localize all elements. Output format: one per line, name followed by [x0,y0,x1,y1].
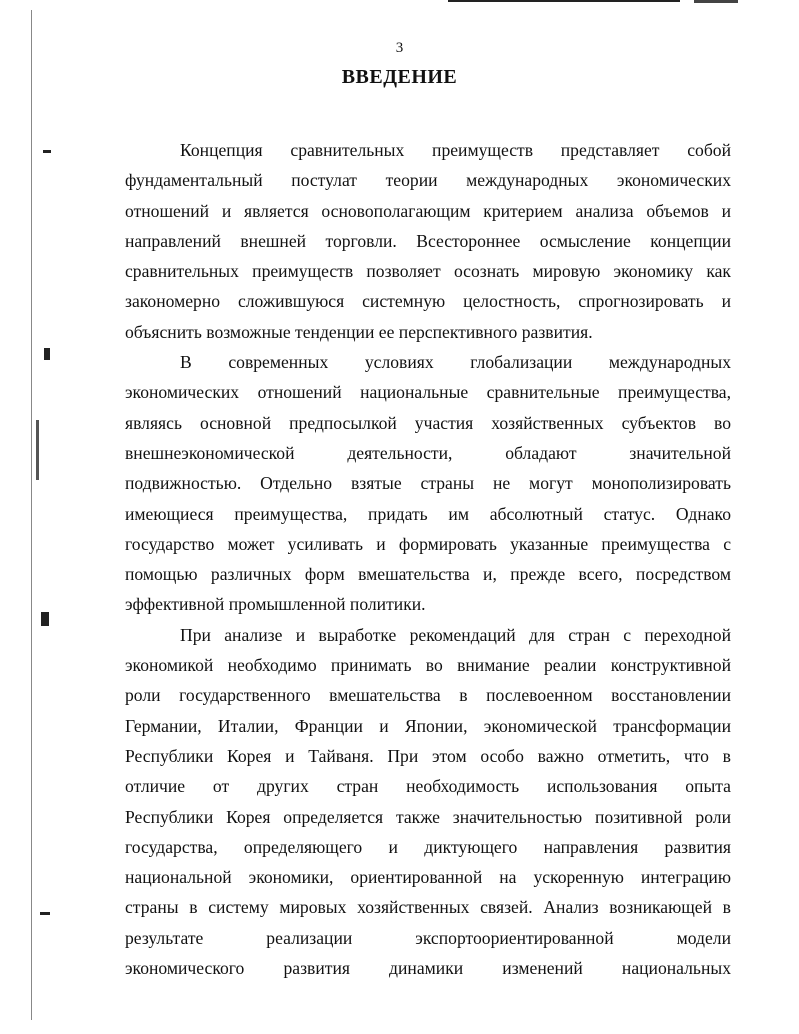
text-line: роли государственного вмешательства в послевоенном восстановлении [125,685,731,706]
text-line: внешнеэкономической деятельности, обладают значительной [125,442,731,463]
text-line: Республики Корея определяется также значительностью позитивной роли [125,806,731,827]
text-line: подвижностью. Отдельно взятые страны не могут монополизировать [125,473,731,494]
text-line: Германии, Италии, Франции и Японии, экономической трансформации [125,715,731,736]
text-line: национальной экономики, ориентированной на ускоренную интеграцию [125,867,731,888]
text-line: являясь основной предпосылкой участия хозяйственных субъектов во [125,412,731,433]
text-line: экономикой необходимо принимать во внимание реалии конструктивной [125,655,731,676]
text-line: отличие от других стран необходимость использования опыта [125,776,731,797]
text-line: направлений внешней торговли. Всестороннее осмысление концепции [125,230,731,251]
scan-top-rule [448,0,680,2]
text-line: При анализе и выработке рекомендаций для стран с переходной [180,624,731,645]
scan-edge-mark [41,612,49,626]
scan-left-edge [31,10,32,1020]
text-line: имеющиеся преимущества, придать им абсолютный статус. Однако [125,503,731,524]
scan-edge-mark [36,420,39,480]
text-line: государства, определяющего и диктующего направления развития [125,836,731,857]
text-line: отношений и является основополагающим критерием анализа объемов и [125,200,731,221]
text-line: Республики Корея и Тайваня. При этом особо важно отметить, что в [125,745,731,766]
text-line: эффективной промышленной политики. [125,594,426,615]
page-number: 3 [395,40,404,56]
scan-edge-mark [44,348,50,360]
text-line: объяснить возможные тенденции ее перспективного развития. [125,321,593,342]
text-line: помощью различных форм вмешательства и, прежде всего, посредством [125,564,731,585]
scan-top-rule-fragment [694,0,738,3]
text-line: государство может усиливать и формировать указанные преимущества с [125,533,731,554]
text-line: результате реализации экспортоориентированной модели [125,927,731,948]
document-body [125,135,731,983]
text-line: экономических отношений национальные сравнительные преимущества, [125,382,731,403]
text-line: закономерно сложившуюся системную целостность, спрогнозировать и [125,291,731,312]
text-line: В современных условиях глобализации международных [180,352,731,373]
text-line: страны в систему мировых хозяйственных связей. Анализ возникающей в [125,897,731,918]
text-line: экономического развития динамики изменений национальных [125,958,731,979]
text-line: Концепция сравнительных преимуществ представляет собой [180,140,731,160]
text-line: сравнительных преимуществ позволяет осознать мировую экономику как [125,261,731,282]
text-line: фундаментальный постулат теории международных экономических [125,170,731,191]
scan-edge-mark [43,150,51,153]
scan-edge-mark [40,912,50,915]
page-title: ВВЕДЕНИЕ [341,66,458,88]
